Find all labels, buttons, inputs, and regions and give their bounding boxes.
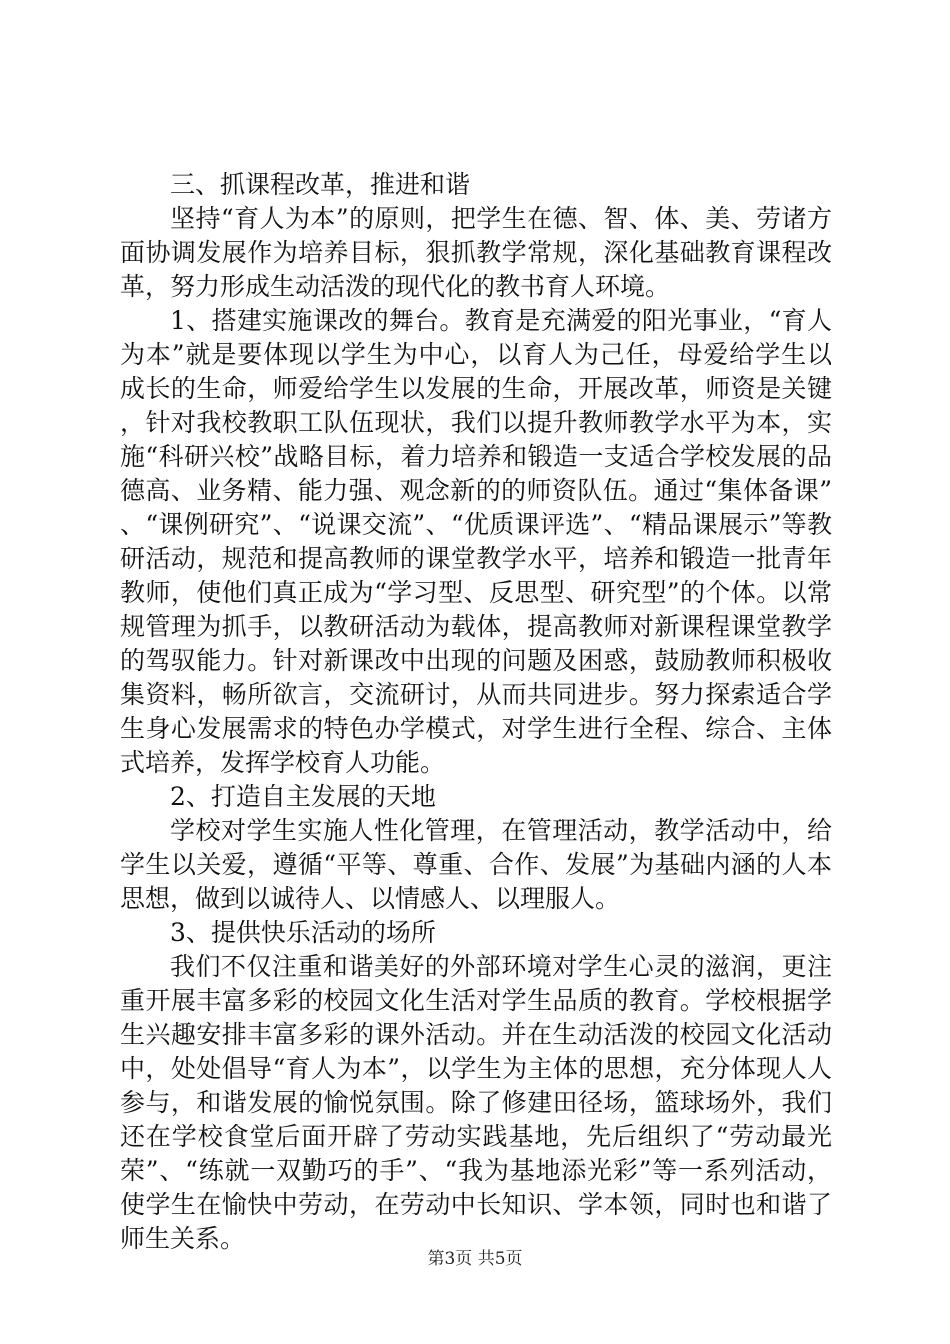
body-paragraph: 坚持“育人为本”的原则，把学生在德、智、体、美、劳诸方面协调发展作为培养目标，狠抓教学常规，深化基础教育课程改革，努力形成生动活泼的现代化的教书育人环境。 [120,204,832,301]
document-body [120,168,832,1256]
body-paragraph: 学校对学生实施人性化管理，在管理活动，教学活动中，给学生以关爱，遵循“平等、尊重、合作、发展”为基础内涵的人本思想，做到以诚待人、以情感人、以理服人。 [120,816,832,913]
page-number-footer: 第3页 共5页 [427,1249,523,1269]
body-paragraph: 1、搭建实施课改的舞台。教育是充满爱的阳光事业，“育人为本”就是要体现以学生为中心，以育人为己任，母爱给学生以成长的生命，师爱给学生以发展的生命，开展改革，师资是关键，针对我校教职工队伍现状，我们以提升教师教学水平为本，实施“科研兴校”战略目标，着力培养和锻造一支适合学校发展的品德高、业务精、能力强、观念新的的师资队伍。通过“集体备课”、“课例研究”、“说课交流”、“优质课评选”、“精品课展示”等教研活动，规范和提高教师的课堂教学水平，培养和锻造一批青年教师，使他们真正成为“学习型、反思型、研究型”的个体。以常规管理为抓手，以教研活动为载体，提高教师对新课程课堂教学的驾驭能力。针对新课改中出现的问题及困惑，鼓励教师积极收集资料，畅所欲言，交流研讨，从而共同进步。努力探索适合学生身心发展需求的特色办学模式，对学生进行全程、综合、主体式培养，发挥学校育人功能。 [120,306,832,777]
subsection-heading: 2、打造自主发展的天地 [170,782,436,811]
body-paragraph: 我们不仅注重和谐美好的外部环境对学生心灵的滋润，更注重开展丰富多彩的校园文化生活对学生品质的教育。学校根据学生兴趣安排丰富多彩的课外活动。并在生动活泼的校园文化活动中，处处倡导“育人为本”，以学生为主体的思想，充分体现人人参与，和谐发展的愉悦氛围。除了修建田径场，篮球场外，我们还在学校食堂后面开辟了劳动实践基地，先后组织了“劳动最光荣”、“练就一双勤巧的手”、“我为基地添光彩”等一系列活动，使学生在愉快中劳动，在劳动中长知识、学本领，同时也和谐了师生关系。 [120,952,832,1253]
subsection-heading: 3、提供快乐活动的场所 [170,918,436,947]
section-heading: 三、抓课程改革，推进和谐 [170,170,471,199]
